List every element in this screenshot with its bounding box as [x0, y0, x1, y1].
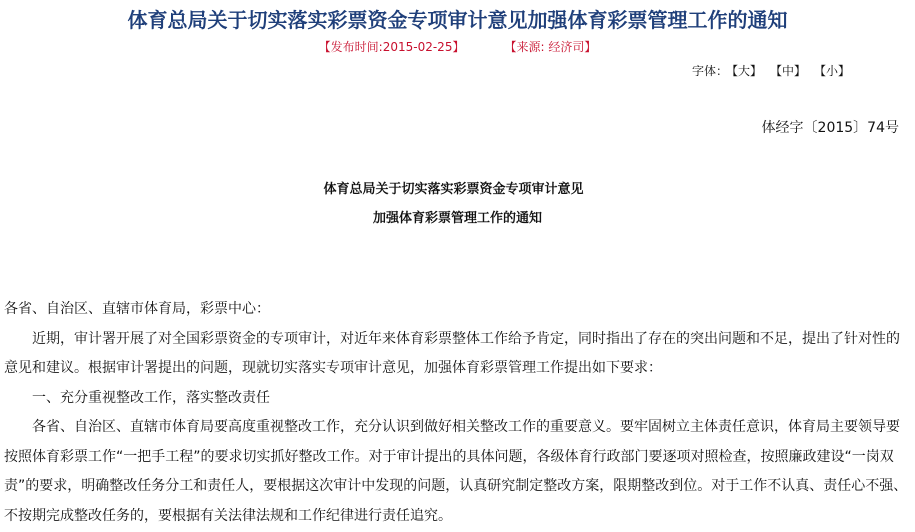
body-paragraph: 各省、自治区、直辖市体育局要高度重视整改工作，充分认识到做好相关整改工作的重要意义。要牢固树立主体责任意识，体育局主要领导要按照体育彩票工作“一把手工程”的要求切实抓好整改工作。对于审计提出的具体问题，各级体育行政部门要逐项对照检查，按照廉政建设“一岗双责”的要求，明确整改任务分工和责任人，要根据这次审计中发现的问题，认真研究制定整改方案，限期整改到位。对于工作不认真、责任心不强、不按期完成整改任务的，要根据有关法律法规和工作纪律进行责任追究。: [4, 419, 908, 524]
salutation: 各省、自治区、直辖市体育局，彩票中心：: [4, 301, 270, 317]
font-size-small-link[interactable]: 【小】: [819, 64, 850, 78]
body-paragraph: 近期，审计署开展了对全国彩票资金的专项审计，对近年来体育彩票整体工作给予肯定，同时指出了存在的突出问题和不足，提出了针对性的意见和建议。根据审计署提出的问题，现就切实落实专项审计意见，加强体育彩票管理工作提出如下要求：: [4, 330, 900, 376]
font-size-large-link[interactable]: 【大】: [731, 64, 762, 78]
font-size-medium-link[interactable]: 【中】: [775, 64, 806, 78]
font-size-label: 字体：: [691, 64, 728, 78]
page-title: 体育总局关于切实落实彩票资金专项审计意见加强体育彩票管理工作的通知: [127, 8, 788, 32]
section-heading: 一、充分重视整改工作，落实整改责任: [32, 389, 270, 406]
document-body: [4, 295, 909, 531]
document-title-line1: 体育总局关于切实落实彩票资金专项审计意见: [323, 182, 584, 197]
publish-time: 【发布时间:2015-02-25】: [318, 40, 465, 54]
article-meta: [0, 38, 915, 55]
font-size-switcher: [692, 62, 860, 79]
article-source: 【来源: 经济司】: [504, 40, 597, 54]
document-number: 体经字〔2015〕74号: [761, 120, 899, 136]
document-title-line2: 加强体育彩票管理工作的通知: [372, 211, 542, 226]
